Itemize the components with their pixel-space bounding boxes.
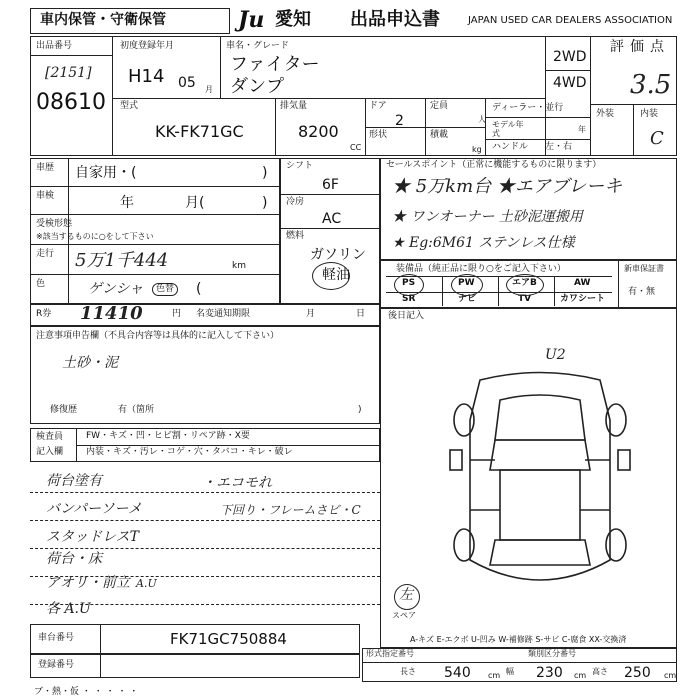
note-3-left: スタッドレスT — [46, 529, 139, 545]
ju-logo: Ju — [238, 7, 265, 33]
shaken-close: ) — [262, 195, 268, 211]
model-grade: ダンプ — [230, 76, 285, 97]
plate-block — [30, 654, 360, 678]
load-label: 積載 — [430, 130, 449, 140]
repair-history-label: 修復歴 — [50, 405, 78, 415]
warranty-value: 有・無 — [628, 287, 656, 297]
registration-month-unit: 月 — [205, 85, 213, 94]
length-value: 540 — [444, 665, 471, 681]
selling-point-2: ★ ワンオーナー 土砂泥運搬用 — [392, 209, 583, 225]
selling-points-label: セールスポイント（正常に機能するものに限ります） — [386, 160, 602, 170]
note-2-left: バンパーソーメ — [46, 501, 142, 517]
plate-label: 登録番号 — [38, 660, 75, 670]
equip-airb-circle — [506, 274, 544, 296]
drive-2wd: 2WD — [553, 49, 587, 65]
shaken-label: 車検 — [36, 191, 55, 201]
vehicle-diagram — [440, 360, 640, 610]
interior-value: C — [650, 128, 664, 149]
diagram-label: 後日記入 — [388, 311, 425, 321]
equip-pw-circle — [451, 274, 483, 296]
color-value: ゲンシャ — [88, 281, 144, 297]
capacity-label: 定員 — [430, 101, 449, 111]
displacement-unit: CC — [350, 143, 362, 152]
shaken-month: 月( — [185, 195, 205, 211]
exterior-label: 外装 — [596, 109, 615, 119]
dealer-import-label: ディーラー・並行 — [492, 103, 564, 113]
model-designation-label: 形式指定番号 — [366, 649, 414, 658]
model-name: ファイター — [230, 54, 320, 75]
color-changed: 色替 — [152, 283, 178, 296]
name-change-month: 月 — [306, 309, 316, 319]
association-english: JAPAN USED CAR DEALERS ASSOCIATION — [468, 15, 673, 26]
steering-value: 左・右 — [545, 142, 573, 152]
color-label: 色 — [36, 279, 46, 289]
shape-label: 形状 — [369, 130, 388, 140]
type-value: KK-FK71GC — [155, 122, 244, 141]
inspector-entry-label: 記入欄 — [36, 447, 64, 457]
report-label: 注意事項申告欄（不具合内容等は具体的に記入して下さい） — [36, 331, 280, 341]
note-5-right: A.U — [136, 577, 157, 590]
displacement-label: 排気量 — [280, 101, 308, 111]
recycle-label: R券 — [36, 309, 52, 319]
diagram-legend: A-キズ E-エクボ U-凹み W-補修跡 S-サビ C-腐食 XX-交換済 — [410, 635, 627, 644]
interior-label: 内装 — [640, 109, 659, 119]
selling-point-3: ★ Eg:6M61 ステンレス仕様 — [392, 235, 575, 251]
equip-ps: PS — [402, 278, 416, 288]
pickup-note: ※該当するものに○をして下さい — [36, 232, 154, 241]
spare-mark: 左 — [399, 587, 413, 603]
equip-sr: SR — [402, 294, 416, 304]
score-value: 3.5 — [630, 70, 672, 100]
name-change-day: 日 — [356, 309, 366, 319]
history-close: ) — [262, 165, 268, 181]
storage-label: 車内保管・守衛保管 — [40, 12, 166, 28]
note-1-right: ・エコモれ — [202, 475, 272, 491]
height-unit: cm — [664, 671, 677, 680]
lot-label: 出品番号 — [36, 41, 73, 51]
equip-aw: AW — [574, 278, 591, 288]
recycle-unit: 円 — [172, 309, 182, 319]
length-label: 長さ — [400, 667, 416, 676]
inspector-row-1: FW・キズ・凹・ヒビ割・リペア跡・X要 — [86, 431, 250, 441]
drive-4wd: 4WD — [553, 75, 587, 91]
diesel-circle — [312, 262, 350, 290]
form-title: 出品申込書 — [350, 9, 440, 30]
doors-label: ドア — [369, 101, 387, 111]
history-value: 自家用・( — [75, 165, 137, 181]
registration-month: 05 — [178, 75, 196, 91]
length-unit: cm — [488, 671, 501, 680]
displacement-value: 8200 — [298, 122, 339, 141]
aircon-label: 冷房 — [286, 197, 305, 207]
equip-navi: ナビ — [458, 294, 477, 304]
shift-label: シフト — [286, 161, 314, 171]
equip-tv: TV — [518, 294, 532, 304]
model-year-unit: 年 — [578, 125, 586, 134]
width-unit: cm — [574, 671, 587, 680]
chassis-number: FK71GC750884 — [170, 630, 287, 648]
equip-ps-circle — [394, 274, 424, 296]
score-label: 評価点 — [610, 39, 670, 55]
mileage-value: 5万1千444 — [75, 250, 169, 271]
height-value: 250 — [624, 665, 651, 681]
model-label: 車名・グレード — [226, 41, 290, 51]
shaken-year: 年 — [120, 195, 134, 211]
name-change-label: 名変通知期限 — [196, 309, 251, 319]
height-label: 高さ — [592, 667, 608, 676]
equip-pw: PW — [458, 278, 475, 288]
width-value: 230 — [536, 665, 563, 681]
fuel-label: 燃料 — [286, 231, 305, 241]
footer-text: ブ・熱・仮 ・ ・ ・ ・ ・ — [34, 687, 139, 697]
fuel-value: ガソリン — [310, 247, 366, 263]
report-entry: 土砂・泥 — [62, 355, 118, 371]
note-1-left: 荷台塗有 — [46, 473, 102, 489]
note-4-left: 荷台・床 — [46, 551, 102, 567]
aircon-value: AC — [322, 211, 342, 227]
note-2-right: 下回り・フレームさビ・C — [220, 503, 361, 517]
diagram-top-mark: U2 — [545, 347, 566, 363]
inspector-row-2: 内装・キズ・汚レ・コゲ・穴・タバコ・キレ・破レ — [86, 447, 293, 457]
equip-kawa: カワシート — [560, 294, 606, 304]
association-name: 愛知 — [275, 9, 311, 30]
repair-history-close: ) — [358, 405, 362, 415]
class-number-label: 類別区分番号 — [528, 649, 576, 658]
registration-label: 初度登録年月 — [120, 41, 175, 51]
mileage-unit: km — [232, 261, 246, 271]
inspector-label: 検査員 — [36, 432, 64, 442]
width-label: 幅 — [506, 667, 514, 676]
chassis-label: 車台番号 — [38, 633, 75, 643]
history-label: 車歴 — [36, 163, 55, 173]
shift-value: 6F — [322, 177, 339, 193]
repair-history-value: 有（箇所 — [118, 405, 155, 415]
warranty-label: 新車保証書 — [624, 264, 664, 273]
equipment-label: 装備品（純正品に限り○をご記入下さい） — [396, 264, 566, 274]
color-paren: ( — [196, 281, 202, 297]
selling-point-1: ★ 5万km台 ★エアブレーキ — [392, 176, 623, 197]
lot-number: 08610 — [36, 90, 106, 115]
recycle-value: 11410 — [80, 303, 143, 324]
lot-sub-number: [2151] — [45, 65, 92, 81]
capacity-unit: 人 — [478, 115, 486, 124]
registration-year: H14 — [128, 66, 165, 87]
note-6-left: 各 A.U — [46, 601, 91, 617]
spare-label: スペア — [392, 611, 416, 620]
note-5-left: アオリ・前立 — [46, 575, 130, 591]
model-year-label: モデル年式 — [492, 120, 524, 138]
pickup-label: 受検形態 — [36, 219, 73, 229]
type-label: 型式 — [120, 101, 139, 111]
load-unit: kg — [472, 145, 482, 154]
steering-label: ハンドル — [492, 142, 529, 152]
doors-value: 2 — [395, 113, 404, 129]
equip-airb: エアB — [512, 278, 537, 288]
mileage-label: 走行 — [36, 249, 55, 259]
fuel-diesel: 軽油 — [322, 267, 350, 283]
